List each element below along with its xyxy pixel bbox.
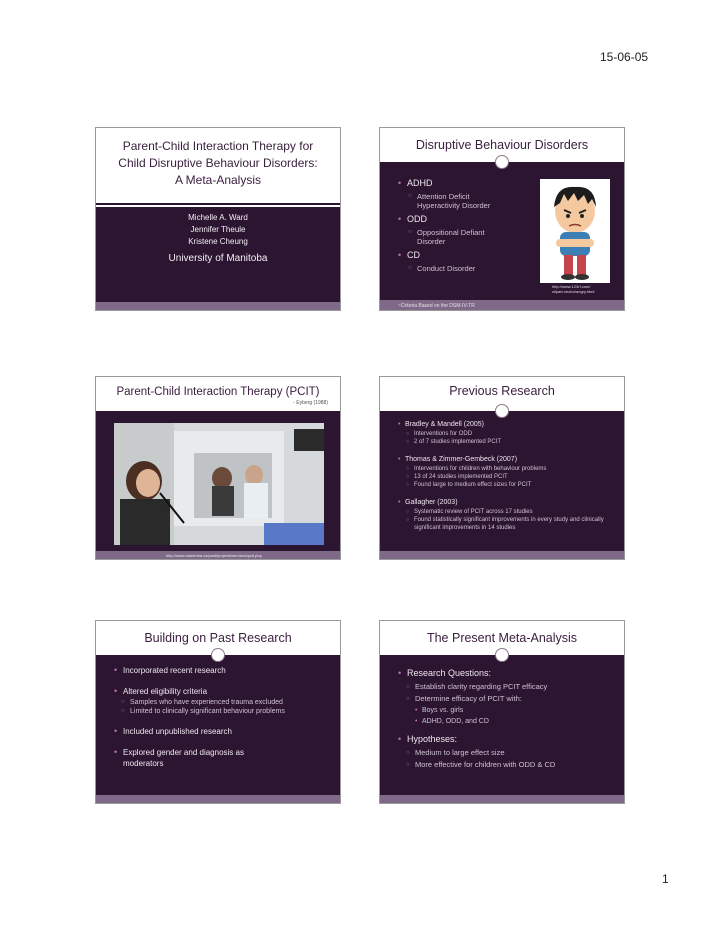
sub-item: ○ More effective for children with ODD & CD — [406, 759, 613, 771]
slide-title — [95, 127, 341, 311]
sub-item: ○ Interventions for children with behaviour problems — [406, 465, 613, 473]
sub-item: ○ Determine efficacy of PCIT with: — [406, 693, 613, 705]
improvements-list — [114, 665, 329, 769]
sub-item: ○ Found large to medium effect sizes for PCIT — [406, 481, 613, 489]
author-2: Jennifer Theule — [190, 225, 246, 234]
list-item: • Included unpublished research — [114, 726, 329, 737]
sub-sub-item: • ADHD, ODD, and CD — [415, 716, 613, 727]
slide-pcit — [95, 376, 341, 560]
title-line-1: Parent-Child Interaction Therapy for — [122, 139, 314, 153]
list-item: • Hypotheses: — [398, 734, 613, 745]
sub-item: ○ Medium to large effect size — [406, 747, 613, 759]
sub-item: ○ Attention Deficit — [408, 192, 538, 201]
slide-title-text: Building on Past Research — [144, 631, 292, 645]
therapy-photo — [114, 423, 324, 545]
slide-present-meta-analysis — [379, 620, 625, 804]
title-circle — [211, 648, 225, 662]
list-item: • Gallagher (2003) — [398, 498, 613, 507]
sub-item: ○ Found statistically significant improvements in every study and clinically significant improvements in 14 studies — [406, 516, 613, 532]
slide-title-text: Disruptive Behaviour Disorders — [415, 138, 589, 152]
page-date: 15-06-05 — [600, 50, 649, 64]
slide-previous-research — [379, 376, 625, 560]
sub-sub-item: • Boys vs. girls — [415, 705, 613, 716]
author-block — [96, 212, 340, 268]
title-line-2: Child Disruptive Behaviour Disorders: — [118, 156, 318, 170]
title-circle — [495, 155, 509, 169]
sub-item: ○ Systematic review of PCIT across 17 studies — [406, 508, 613, 516]
meta-list — [398, 668, 613, 771]
list-item-cd: • CD — [398, 250, 538, 261]
list-item: • Thomas & Zimmer-Gembeck (2007) — [398, 455, 613, 464]
author-3: Kristene Cheung — [188, 237, 248, 246]
sub-item: ○ 2 of 7 studies implemented PCIT — [406, 438, 613, 446]
list-item: • Incorporated recent research — [114, 665, 329, 676]
sub-item: ○ Limited to clinically significant behaviour problems — [121, 707, 290, 716]
slide-title-header — [96, 128, 340, 203]
sub-item: ○ 13 of 24 studies implemented PCIT — [406, 473, 613, 481]
image-credit: http://www.manitoba.ca/pwd/projects/services/pcit.php — [166, 553, 262, 558]
list-item: • Research Questions: — [398, 668, 613, 679]
slide-title-text: Parent-Child Interaction Therapy (PCIT) — [116, 386, 320, 398]
list-item-adhd: • ADHD — [398, 178, 538, 189]
author-1: Michelle A. Ward — [188, 213, 248, 222]
footnote: ~Criteria Based on the DSM-IV-TR — [398, 303, 475, 309]
image-credit: http://www.123rf.com/ clipart-vector/angry.html — [552, 284, 595, 294]
angry-child-illustration — [540, 179, 610, 283]
list-item-odd: • ODD — [398, 214, 538, 225]
list-item: • Explored gender and diagnosis as moderators — [114, 747, 283, 769]
list-item: • Bradley & Mandell (2005) — [398, 420, 613, 429]
slide-title-text: Previous Research — [449, 384, 555, 398]
slide-title-text — [96, 128, 340, 189]
slide-disruptive-behaviour — [379, 127, 625, 311]
list-item: • Altered eligibility criteria — [114, 686, 329, 697]
research-list — [398, 420, 613, 532]
affiliation: University of Manitoba — [168, 253, 268, 264]
page-number: 1 — [662, 872, 669, 886]
slide-building-research — [95, 620, 341, 804]
disorder-list — [398, 178, 538, 273]
title-line-3: A Meta-Analysis — [174, 173, 262, 187]
sub-item: ○ Conduct Disorder — [408, 264, 538, 273]
sub-item-cont: Disorder — [417, 237, 446, 246]
title-circle — [495, 404, 509, 418]
sub-item-cont: Hyperactivity Disorder — [417, 201, 491, 210]
sub-item: ○ Samples who have experienced trauma excluded — [121, 698, 329, 707]
sub-item: ○ Interventions for ODD — [406, 430, 613, 438]
sub-item: ○ Establish clarity regarding PCIT efficacy — [406, 681, 613, 693]
slide-title-text: The Present Meta-Analysis — [426, 631, 578, 645]
citation: - Eyberg (1988) — [293, 400, 328, 406]
title-circle — [495, 648, 509, 662]
sub-item: ○ Oppositional Defiant — [408, 228, 538, 237]
